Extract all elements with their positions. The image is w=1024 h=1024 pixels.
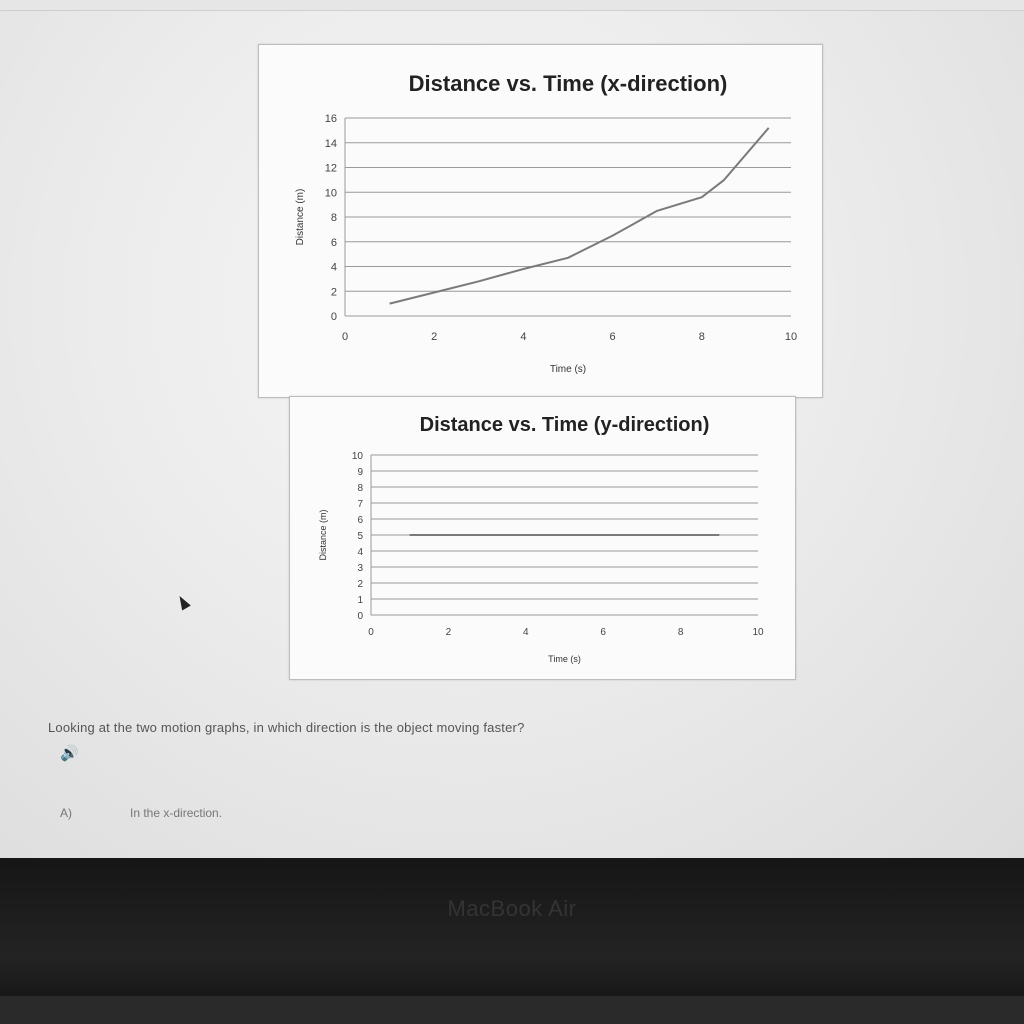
y-tick-label: 14 xyxy=(324,137,337,150)
y-tick-label: 2 xyxy=(330,286,337,299)
chart-y-direction xyxy=(289,396,796,680)
chart-y-svg xyxy=(290,397,795,679)
y-tick-label: 7 xyxy=(357,499,363,510)
x-tick-label: 6 xyxy=(600,627,606,638)
laptop-bezel xyxy=(0,858,1024,1024)
y-tick-label: 5 xyxy=(357,531,363,542)
x-tick-label: 8 xyxy=(677,627,684,638)
chart-x-direction xyxy=(258,44,823,398)
x-tick-label: 4 xyxy=(523,627,529,638)
y-tick-label: 12 xyxy=(324,162,337,175)
y-tick-label: 8 xyxy=(357,483,363,494)
question-text: Looking at the two motion graphs, in which direction is the object moving faster? xyxy=(48,720,525,735)
y-tick-label: 2 xyxy=(357,579,363,590)
y-tick-label: 9 xyxy=(357,467,363,478)
laptop-brand: MacBook Air xyxy=(447,896,577,921)
y-tick-label: 6 xyxy=(330,236,337,249)
chart-title: Distance vs. Time (x-direction) xyxy=(408,71,728,96)
x-tick-label: 0 xyxy=(341,331,349,343)
option-text: In the x-direction. xyxy=(130,806,223,820)
y-tick-label: 0 xyxy=(357,611,363,622)
mouse-cursor-icon xyxy=(175,593,191,610)
y-tick-label: 10 xyxy=(324,187,337,200)
x-axis-label: Time (s) xyxy=(549,364,587,375)
y-tick-label: 16 xyxy=(324,113,337,125)
y-tick-label: 1 xyxy=(357,595,363,606)
laptop-base xyxy=(0,996,1024,1024)
y-tick-label: 8 xyxy=(330,212,337,224)
chart-title: Distance vs. Time (y-direction) xyxy=(419,414,710,436)
speaker-icon[interactable]: 🔊 xyxy=(60,744,79,762)
x-tick-label: 10 xyxy=(784,331,798,343)
x-tick-label: 2 xyxy=(431,331,438,343)
y-axis-label: Distance (m) xyxy=(295,188,306,246)
x-tick-label: 2 xyxy=(445,627,452,638)
y-axis-label: Distance (m) xyxy=(318,509,328,561)
chart-x-svg xyxy=(259,45,822,397)
x-tick-label: 0 xyxy=(368,627,374,638)
x-tick-label: 8 xyxy=(698,331,705,343)
x-axis-label: Time (s) xyxy=(548,654,581,664)
y-tick-label: 0 xyxy=(330,311,337,323)
y-tick-label: 4 xyxy=(357,547,363,558)
x-tick-label: 4 xyxy=(520,331,527,343)
y-tick-label: 6 xyxy=(357,515,363,526)
y-tick-label: 10 xyxy=(351,451,363,462)
x-tick-label: 10 xyxy=(752,627,764,638)
browser-top-strip xyxy=(0,0,1024,11)
y-tick-label: 4 xyxy=(330,261,337,274)
x-tick-label: 6 xyxy=(609,331,616,343)
y-tick-label: 3 xyxy=(357,563,363,574)
series-line xyxy=(390,128,769,304)
option-letter: A) xyxy=(60,806,72,820)
